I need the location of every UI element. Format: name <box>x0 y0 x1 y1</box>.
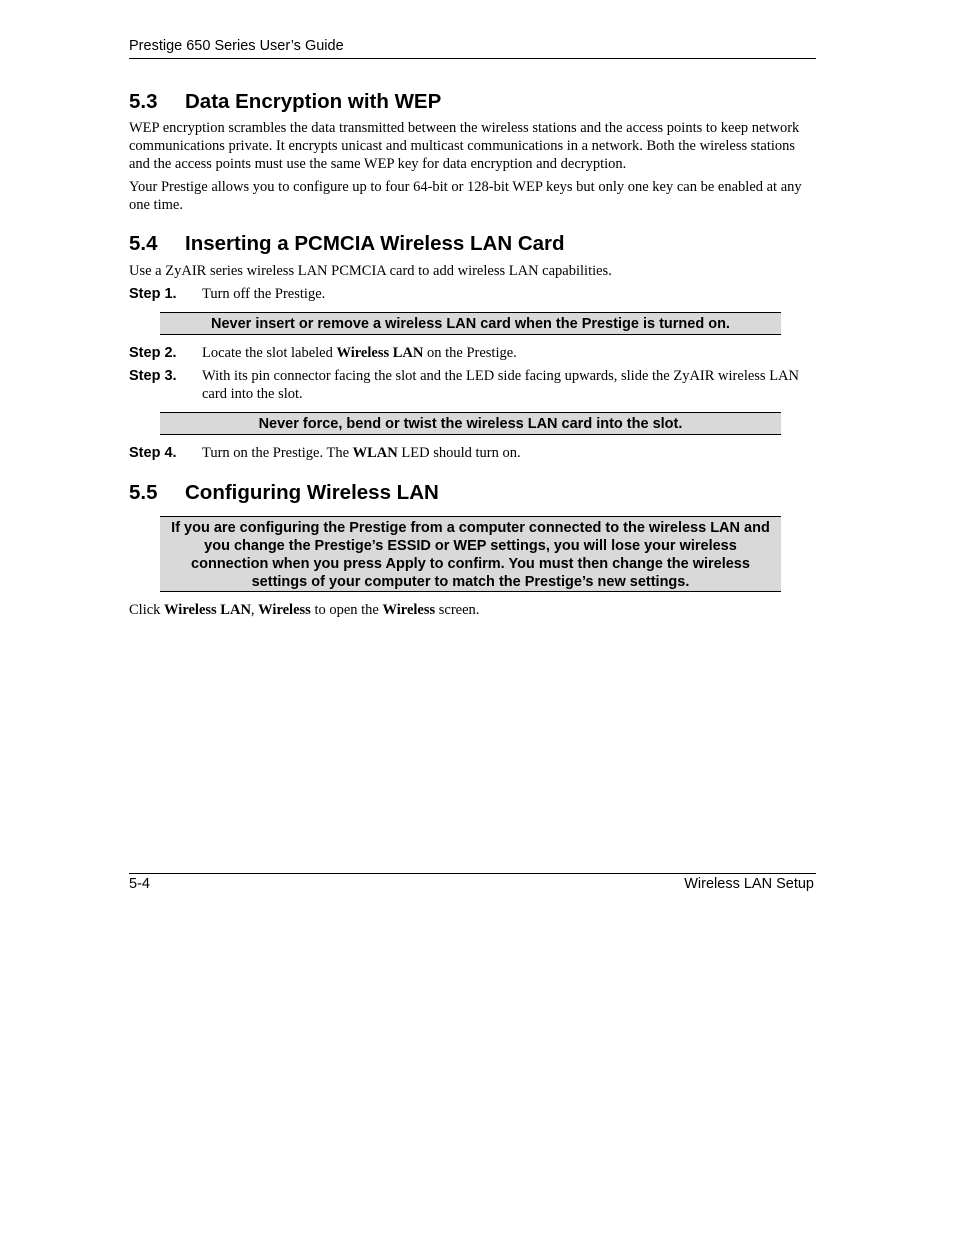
page-header <box>129 37 816 59</box>
menu-reference-wireless-lan: Wireless LAN <box>164 602 251 618</box>
note-box-no-force: Never force, bend or twist the wireless LAN card into the slot. <box>160 412 781 435</box>
text-part: Click <box>129 602 165 618</box>
pcmcia-intro-paragraph: Use a ZyAIR series wireless LAN PCMCIA card to add wireless LAN capabilities. <box>129 263 612 279</box>
screen-reference-wireless: Wireless <box>382 602 436 618</box>
step-label: Step 1. <box>129 286 177 302</box>
chapter-title: Wireless LAN Setup <box>684 876 814 892</box>
section-heading-5-3 <box>129 90 441 114</box>
step-text <box>202 444 814 462</box>
header-title: Prestige 650 Series User’s Guide <box>129 38 344 54</box>
step-label: Step 4. <box>129 445 177 461</box>
step-text-part: LED should turn on. <box>397 445 521 461</box>
step-label: Step 3. <box>129 368 177 384</box>
section-heading-5-5 <box>129 481 439 505</box>
wep-keys-paragraph: Your Prestige allows you to configure up to four 64-bit or 128-bit WEP keys but only one key can be enabled at any one time. <box>129 179 802 213</box>
step-text: Turn off the Prestige. <box>202 286 326 302</box>
section-number: 5.3 <box>129 90 158 113</box>
note-box-insert-remove: Never insert or remove a wireless LAN card when the Prestige is turned on. <box>160 312 781 335</box>
section-heading-5-4 <box>129 232 565 256</box>
step-3 <box>129 367 819 403</box>
text-part: , <box>250 602 259 618</box>
step-text-part: on the Prestige. <box>423 345 517 361</box>
step-text-bold: Wireless LAN <box>336 345 424 361</box>
wep-description-paragraph: WEP encryption scrambles the data transmitted between the wireless stations and the access points to keep network communications private. It encrypts unicast and multicast communications in a network. Both the wireless stations and the access points must use the same WEP key for data encryption and decryption. <box>129 120 800 172</box>
menu-reference-wireless: Wireless <box>258 602 311 618</box>
note-box-wireless-config: If you are configuring the Prestige from a computer connected to the wireless LAN and you change the Prestige’s ESSID or WEP settings, you will lose your wireless connection when you press Apply to confirm. You must then change the wireless settings of your computer to match the Prestige’s new settings. <box>160 516 781 592</box>
section-title: Data Encryption with WEP <box>185 90 442 113</box>
page-number: 5-4 <box>129 876 150 892</box>
step-text-part: Locate the slot labeled <box>202 345 337 361</box>
section-number: 5.4 <box>129 232 158 255</box>
step-text: With its pin connector facing the slot and the LED side facing upwards, slide the ZyAIR wireless LAN card into the slot. <box>202 368 799 402</box>
page-footer <box>129 873 816 896</box>
step-text-part: Turn on the Prestige. The <box>202 445 353 461</box>
section-title: Configuring Wireless LAN <box>185 481 439 504</box>
step-label: Step 2. <box>129 345 177 361</box>
step-text-bold: WLAN <box>352 445 398 461</box>
section-title: Inserting a PCMCIA Wireless LAN Card <box>185 232 565 255</box>
step-text <box>202 344 814 362</box>
click-instruction-paragraph <box>129 601 819 619</box>
text-part: screen. <box>435 602 480 618</box>
section-number: 5.5 <box>129 481 158 504</box>
text-part: to open the <box>310 602 383 618</box>
